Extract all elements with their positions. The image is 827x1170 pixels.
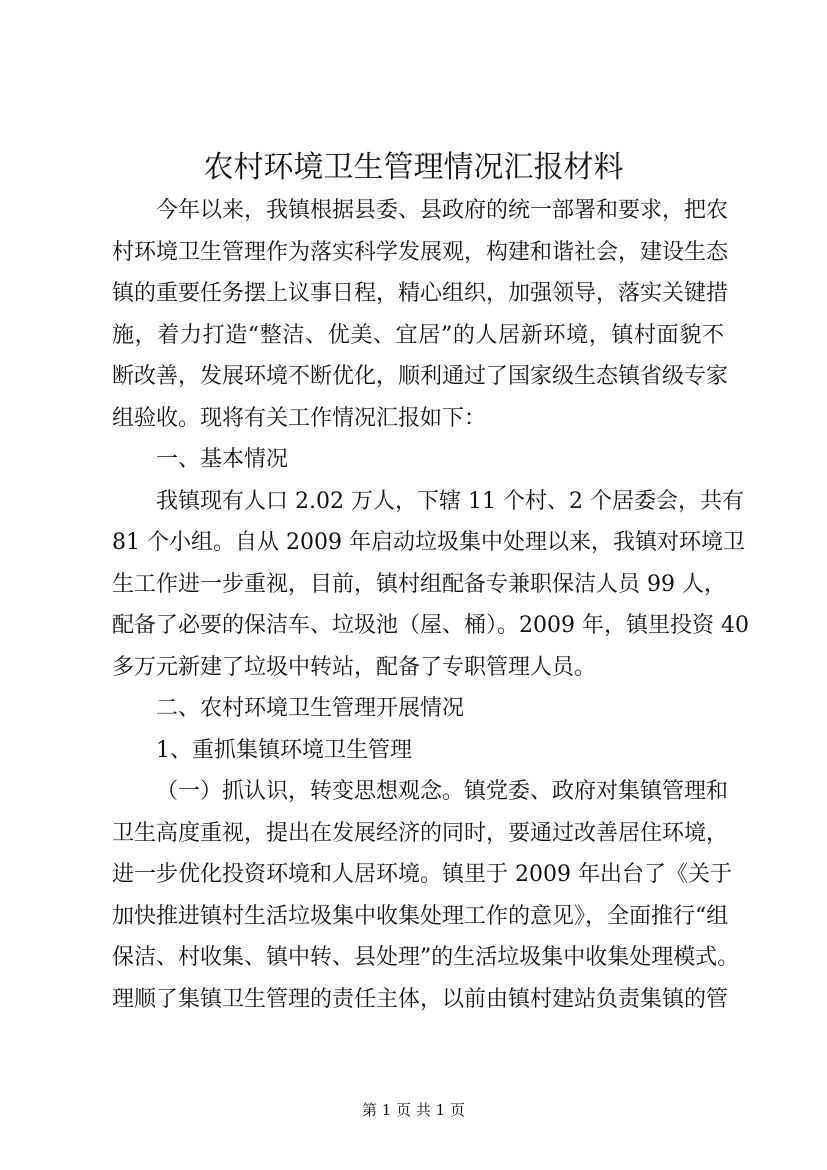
document-title: 农村环境卫生管理情况汇报材料 [203, 150, 624, 185]
text-line: 多万元新建了垃圾中转站，配备了专职管理人员。 [112, 654, 597, 680]
text-line: 进一步优化投资环境和人居环境。镇里于 2009 年出台了《关于 [112, 862, 732, 887]
text-line: 我镇现有人口 2.02 万人，下辖 11 个村、2 个居委会，共有 [156, 488, 744, 514]
text-line: 今年以来，我镇根据县委、县政府的统一部署和要求，把农 [156, 198, 729, 223]
text-line: 81 个小组。自从 2009 年启动垃圾集中处理以来，我镇对环境卫 [112, 530, 745, 555]
text-line: 施，着力打造“整洁、优美、宜居”的人居新环境，镇村面貌不 [112, 322, 724, 348]
text-line: 卫生高度重视，提出在发展经济的同时，要通过改善居住环境， [112, 820, 729, 846]
document-body [112, 190, 749, 1020]
text-line: 村环境卫生管理作为落实科学发展观，构建和谐社会，建设生态 [112, 239, 729, 265]
page-footer: 第 1 页 共 1 页 [362, 1101, 465, 1119]
text-line: 生工作进一步重视，目前，镇村组配备专兼职保洁人员 99 人， [112, 571, 726, 597]
text-line: 理顺了集镇卫生管理的责任主体，以前由镇村建站负责集镇的管 [112, 986, 729, 1012]
text-line: 1、重抓集镇环境卫生管理 [156, 737, 412, 763]
text-line: 镇的重要任务摆上议事日程，精心组织，加强领导，落实关键措 [112, 281, 729, 306]
text-line: 保洁、村收集、镇中转、县处理”的生活垃圾集中收集处理模式。 [112, 945, 740, 970]
text-line: 断改善，发展环境不断优化，顺利通过了国家级生态镇省级专家 [112, 364, 729, 389]
text-line: 组验收。现将有关工作情况汇报如下： [112, 405, 487, 431]
text-line: 一、基本情况 [156, 447, 289, 472]
text-line: 加快推进镇村生活垃圾集中收集处理工作的意见》，全面推行“组 [112, 903, 729, 929]
text-line: （一）抓认识，转变思想观念。镇党委、政府对集镇管理和 [156, 779, 729, 804]
text-line: 二、农村环境卫生管理开展情况 [156, 696, 465, 721]
text-line: 配备了必要的保洁车、垃圾池（屋、桶）。2009 年，镇里投资 40 [112, 613, 749, 638]
